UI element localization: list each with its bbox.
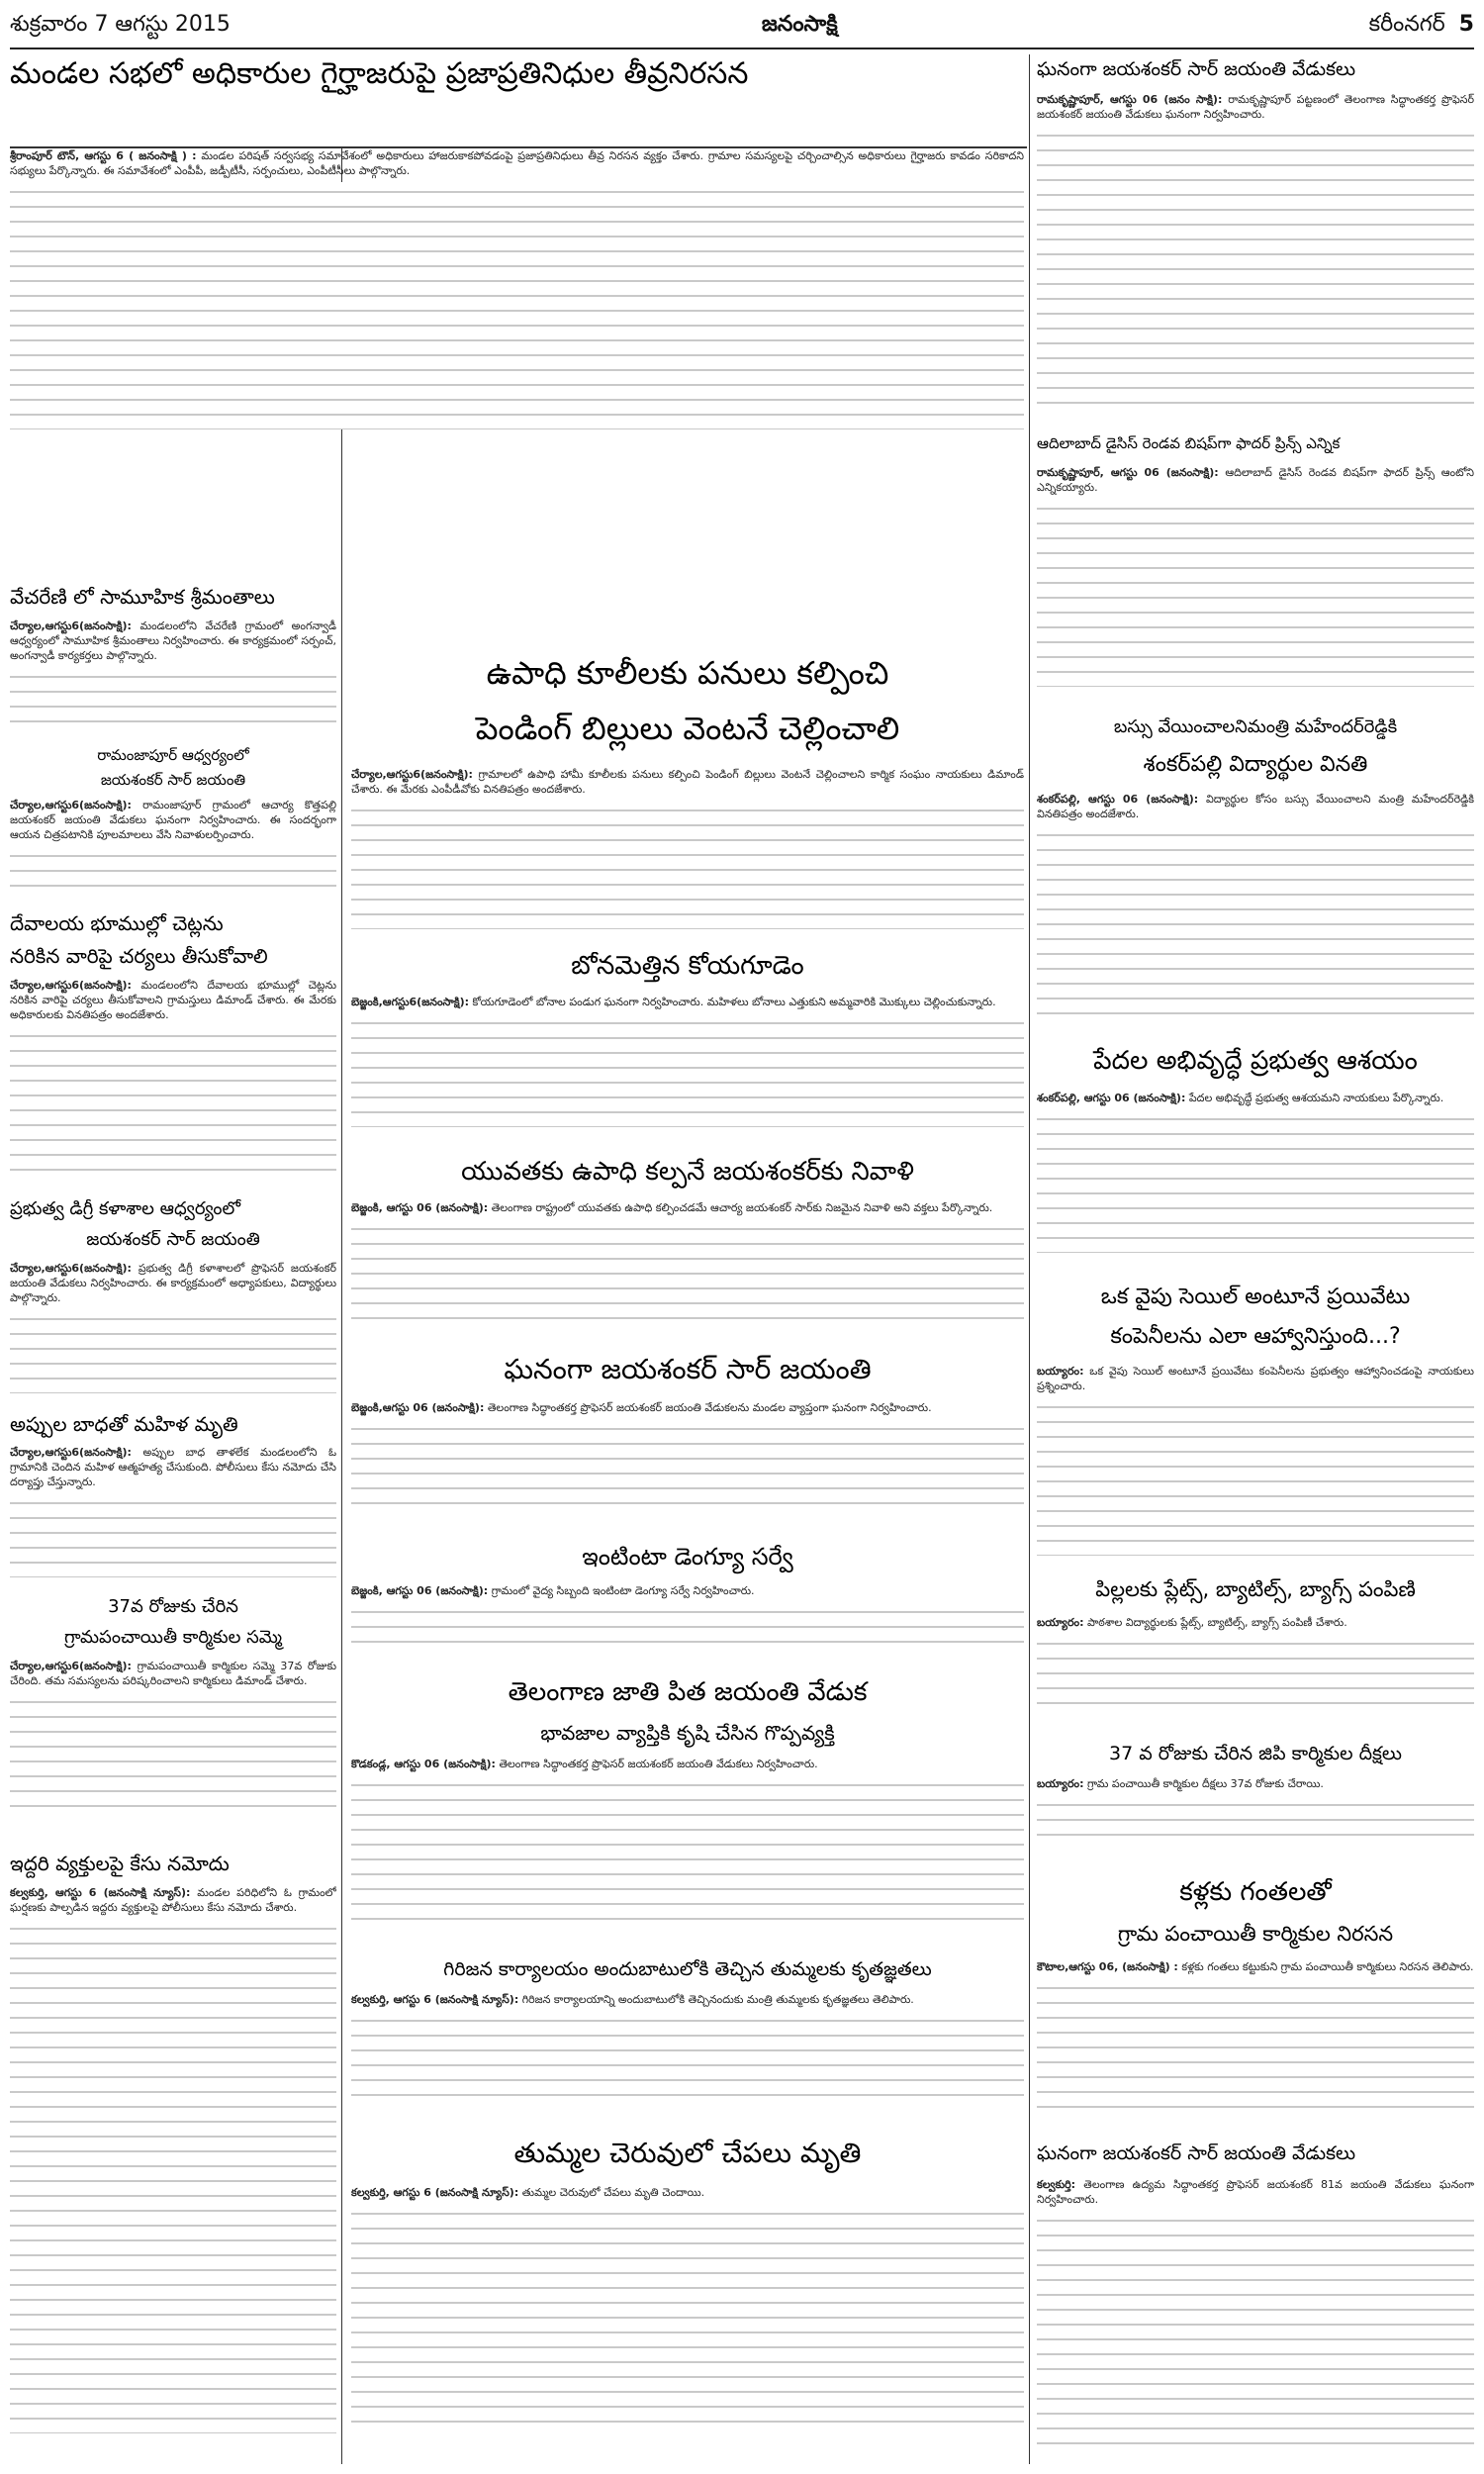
article-12-text: గ్రామంలో వైద్య సిబ్బంది ఇంటింటా డెంగ్యూ సర్వే నిర్వహించారు. xyxy=(491,1584,755,1597)
article-4-body xyxy=(10,1261,336,1409)
article-16-headline: ఘనంగా జయశంకర్ సార్ జయంతి వేడుకలు xyxy=(1037,59,1356,80)
article-15-text: తుమ్మల చెరువులో చేపలు మృతి చెందాయి. xyxy=(521,2186,705,2199)
article-17-continued-text xyxy=(1037,499,1474,687)
article-2-headline: రామంజాపూర్ ఆధ్వర్యంలో xyxy=(97,747,249,764)
article-6-subhead: గ్రామపంచాయితీ కార్మికుల సమ్మె xyxy=(63,1628,283,1648)
article-10-continued-text xyxy=(351,1219,1024,1323)
article-6-headline: 37వ రోజుకు చేరిన xyxy=(108,1597,238,1617)
article-6-text: గ్రామపంచాయితీ కార్మికుల సమ్మె 37వ రోజుకు చేరింది. తమ సమస్యలను పరిష్కరించాలని కార్మికులు డిమాండ్ చేశారు. xyxy=(10,1660,336,1687)
article-4-headline: ప్రభుత్వ డిగ్రీ కళాశాల ఆధ్వర్యంలో xyxy=(10,1199,241,1219)
article-3-body xyxy=(10,978,336,1195)
article-13-body xyxy=(351,1757,1024,1954)
article-4-subhead: జయశంకర్ సార్ జయంతి xyxy=(86,1230,260,1250)
article-13-text: తెలంగాణ సిద్ధాంతకర్త ప్రొఫెసర్ జయశంకర్ జయంతి వేడుకలు నిర్వహించారు. xyxy=(499,1758,818,1770)
article-3-continued-text xyxy=(10,1026,336,1175)
article-11-headline: ఘనంగా జయశంకర్ సార్ జయంతి xyxy=(504,1354,872,1385)
article-21-continued-text xyxy=(1037,1634,1474,1713)
article-10-headline: యువతకు ఉపాధి కల్పనే జయశంకర్‌కు నివాళి xyxy=(461,1158,914,1187)
article-17-dateline: రామకృష్ణాపూర్, ఆగస్టు 06 (జనంసాక్షి): xyxy=(1037,466,1219,479)
article-15-continued-text xyxy=(351,2204,1024,2431)
article-11-body xyxy=(351,1400,1024,1539)
article-20-continued-text xyxy=(1037,1397,1474,1556)
article-2-subhead: జయశంకర్ సార్ జయంతి xyxy=(100,772,246,789)
article-21-dateline: బయ్యారం: xyxy=(1037,1616,1084,1629)
article-12-headline: ఇంటింటా డెంగ్యూ సర్వే xyxy=(582,1544,793,1570)
article-5-text: అప్పుల బాధ తాళలేక మండలంలోని ఓ గ్రామానికి చెందిన మహిళ ఆత్మహత్య చేసుకుంది. పోలీసులు కేసు నమోదు చేసి దర్యాప్తు చేస్తున్నారు. xyxy=(10,1446,336,1488)
edition-info xyxy=(1369,12,1474,42)
article-20-headline: ఒక వైపు సెయిల్ అంటూనే ప్రయివేటు xyxy=(1100,1285,1411,1309)
article-2-body xyxy=(10,798,336,908)
article-9-body xyxy=(351,995,1024,1153)
article-4-dateline: చేర్యాల,ఆగస్టు6(జనంసాక్షి): xyxy=(10,1262,132,1275)
article-17-body xyxy=(1037,465,1474,703)
article-21-headline: పిల్లలకు ప్లేట్స్, బ్యాటిల్స్, బ్యాగ్స్ పంపిణి xyxy=(1095,1577,1416,1601)
article-5-headline: అప్పుల బాధతో మహిళ మృతి xyxy=(10,1413,238,1436)
article-7-body xyxy=(10,1885,336,2464)
article-13-dateline: కొడకండ్ల, ఆగస్టు 06 (జనంసాక్షి): xyxy=(351,1758,496,1770)
article-20-dateline: బయ్యారం: xyxy=(1037,1365,1084,1378)
article-12-continued-text xyxy=(351,1602,1024,1647)
article-2-dateline: చేర్యాల,ఆగస్టు6(జనంసాక్షి): xyxy=(10,799,132,811)
paper-logo: జనంసాక్షి xyxy=(761,12,838,37)
article-5-continued-text xyxy=(10,1493,336,1577)
article-0-body xyxy=(10,148,1024,465)
article-8-continued-text xyxy=(351,801,1024,929)
article-5-dateline: చేర్యాల,ఆగస్టు6(జనంసాక్షి): xyxy=(10,1446,132,1459)
article-3-text: మండలంలోని దేవాలయ భూముల్లో చెట్లను నరికిన వారిపై చర్యలు తీసుకోవాలని గ్రామస్తులు డిమాండ్ చేశారు. ఈ మేరకు అధికారులకు వినతిపత్రం అందజేశారు. xyxy=(10,979,336,1021)
article-9-text: కోయగూడెంలో బోనాల పండుగ ఘనంగా నిర్వహించారు. మహిళలు బోనాలు ఎత్తుకుని అమ్మవారికి మొక్కులు చెల్లించుకున్నారు. xyxy=(472,996,996,1008)
article-18-dateline: శంకర్‌పల్లి, ఆగస్టు 06 (జనంసాక్షి): xyxy=(1037,793,1199,806)
article-14-dateline: కల్వకుర్తి, ఆగస్టు 6 (జనంసాక్షి న్యూస్): xyxy=(351,1993,519,2006)
column-rule xyxy=(1029,54,1030,2464)
edition-name: కరీంనగర్ xyxy=(1368,12,1445,37)
article-3-headline: దేవాలయ భూముల్లో చెట్లను xyxy=(10,912,224,935)
article-0-headline: మండల సభలో అధికారుల గైర్హాజరుపై ప్రజాప్రతినిధుల తీవ్రనిరసన xyxy=(10,57,749,91)
article-1-text: మండలంలోని వేచరేణి గ్రామంలో అంగన్వాడీ ఆధ్వర్యంలో సామూహిక శ్రీమంతాలు నిర్వహించారు. ఈ కార్యక్రమంలో సర్పంచ్, అంగన్వాడీ కార్యకర్తలు పాల్గొన్నారు. xyxy=(10,619,336,662)
article-7-dateline: కల్వకుర్తి, ఆగస్టు 6 (జనంసాక్షి న్యూస్): xyxy=(10,1886,191,1899)
article-1-dateline: చేర్యాల,ఆగస్టు6(జనంసాక్షి): xyxy=(10,619,132,632)
article-3-dateline: చేర్యాల,ఆగస్టు6(జనంసాక్షి): xyxy=(10,979,132,992)
column-rule xyxy=(341,148,342,2464)
article-18-headline: బస్సు వేయించాలనిమంత్రి మహేందర్‌రెడ్డికి xyxy=(1113,717,1398,737)
article-23-continued-text xyxy=(1037,1978,1474,2112)
article-18-subhead: శంకర్‌పల్లి విద్యార్థుల వినతి xyxy=(1143,752,1368,777)
article-18-continued-text xyxy=(1037,825,1474,1023)
article-8-body xyxy=(351,767,1024,945)
article-23-subhead: గ్రామ పంచాయితీ కార్మికుల నిరసన xyxy=(1117,1922,1394,1946)
article-24-dateline: కల్వకుర్తి: xyxy=(1037,2178,1076,2191)
article-12-dateline: బెజ్జంకి, ఆగస్టు 06 (జనంసాక్షి): xyxy=(351,1584,489,1597)
masthead xyxy=(10,6,1474,49)
article-24-body xyxy=(1037,2177,1474,2464)
article-19-dateline: శంకర్‌పల్లి, ఆగస్టు 06 (జనంసాక్షి): xyxy=(1037,1092,1186,1104)
article-11-text: తెలంగాణ సిద్ధాంతకర్త ప్రొఫెసర్ జయశంకర్ జయంతి వేడుకలను మండల వ్యాప్తంగా ఘనంగా నిర్వహించారు. xyxy=(487,1401,932,1414)
article-20-body xyxy=(1037,1364,1474,1571)
article-20-text: ఒక వైపు సెయిల్ అంటూనే ప్రయివేటు కంపెనీలను ప్రభుత్వం ఆహ్వానించడంపై నాయకులు ప్రశ్నించారు. xyxy=(1037,1365,1474,1392)
article-22-dateline: బయ్యారం: xyxy=(1037,1777,1084,1790)
article-1-body xyxy=(10,618,336,742)
article-3-subhead: నరికిన వారిపై చర్యలు తీసుకోవాలి xyxy=(10,945,268,968)
article-19-continued-text xyxy=(1037,1109,1474,1253)
article-1-headline: వేచరేణి లో సామూహిక శ్రీమంతాలు xyxy=(10,586,275,609)
article-10-dateline: బెజ్జంకి, ఆగస్టు 06 (జనంసాక్షి): xyxy=(351,1201,489,1214)
article-8-dateline: చేర్యాల,ఆగస్టు6(జనంసాక్షి): xyxy=(351,768,473,781)
article-17-text: ఆదిలాబాద్ డైసిస్ రెండవ బిషప్‌గా ఫాదర్ ప్రిన్స్ ఆంటోని ఎన్నికయ్యారు. xyxy=(1037,466,1474,494)
page-number: 5 xyxy=(1458,12,1474,37)
article-0-continued-text xyxy=(10,182,1024,429)
article-24-headline: ఘనంగా జయశంకర్ సార్ జయంతి వేడుకలు xyxy=(1037,2143,1356,2164)
article-16-continued-text xyxy=(1037,126,1474,413)
article-19-text: పేదల అభివృద్ధే ప్రభుత్వ ఆశయమని నాయకులు పేర్కొన్నారు. xyxy=(1188,1092,1444,1104)
issue-date: శుక్రవారం 7 ఆగస్టు 2015 xyxy=(10,12,231,37)
article-6-body xyxy=(10,1659,336,1847)
article-11-continued-text xyxy=(351,1419,1024,1513)
article-14-body xyxy=(351,1992,1024,2131)
article-23-headline: కళ్లకు గంతలతో xyxy=(1179,1878,1332,1907)
article-22-continued-text xyxy=(1037,1795,1474,1845)
article-24-text: తెలంగాణ ఉద్యమ సిద్ధాంతకర్త ప్రొఫెసర్ జయశంకర్ 81వ జయంతి వేడుకలు ఘనంగా నిర్వహించారు. xyxy=(1037,2178,1474,2206)
article-18-body xyxy=(1037,792,1474,1039)
article-22-headline: 37 వ రోజుకు చేరిన జిపి కార్మికుల దీక్షలు xyxy=(1109,1744,1402,1764)
article-17-headline: ఆదిలాబాద్ డైసిస్ రెండవ బిషప్‌గా ఫాదర్ ప్రిన్స్ ఎన్నిక xyxy=(1037,435,1341,452)
article-7-continued-text xyxy=(10,1919,336,2433)
article-15-dateline: కల్వకుర్తి, ఆగస్టు 6 (జనంసాక్షి న్యూస్): xyxy=(351,2186,519,2199)
article-15-headline: తుమ్మల చెరువులో చేపలు మృతి xyxy=(513,2138,862,2169)
article-11-dateline: బెజ్జంకి,ఆగస్టు 06 (జనంసాక్షి): xyxy=(351,1401,485,1414)
article-16-text: రామకృష్ణాపూర్ పట్టణంలో తెలంగాణ సిద్ధాంతకర్త ప్రొఫెసర్ జయశంకర్ జయంతి వేడుకలు ఘనంగా నిర్వహించారు. xyxy=(1037,93,1474,121)
article-19-headline: పేదల అభివృద్ధే ప్రభుత్వ ఆశయం xyxy=(1093,1047,1418,1076)
article-8-headline: ఉపాధి కూలీలకు పనులు కల్పించి xyxy=(486,655,889,692)
article-22-text: గ్రామ పంచాయితీ కార్మికుల దీక్షలు 37వ రోజుకు చేరాయి. xyxy=(1086,1777,1324,1790)
article-9-continued-text xyxy=(351,1013,1024,1127)
article-6-dateline: చేర్యాల,ఆగస్టు6(జనంసాక్షి): xyxy=(10,1660,132,1672)
article-9-dateline: బెజ్జంకి,ఆగస్టు6(జనంసాక్షి): xyxy=(351,996,470,1008)
article-7-text: మండల పరిధిలోని ఓ గ్రామంలో ఘర్షణకు పాల్పడిన ఇద్దరు వ్యక్తులపై పోలీసులు కేసు నమోదు చేశారు. xyxy=(10,1886,336,1914)
article-14-continued-text xyxy=(351,2011,1024,2105)
article-9-headline: బోనమెత్తిన కోయగూడెం xyxy=(571,952,804,981)
article-8-subhead: పెండింగ్ బిల్లులు వెంటనే చెల్లించాలి xyxy=(475,711,900,747)
article-6-continued-text xyxy=(10,1692,336,1816)
article-24-continued-text xyxy=(1037,2211,1474,2448)
article-21-body xyxy=(1037,1615,1474,1739)
article-16-dateline: రామకృష్ణాపూర్, ఆగస్టు 06 (జనం సాక్షి): xyxy=(1037,93,1223,106)
article-13-continued-text xyxy=(351,1775,1024,1929)
article-8-text: గ్రామాలలో ఉపాధి హామీ కూలీలకు పనులు కల్పించి పెండింగ్ బిల్లులు వెంటనే చెల్లించాలని కార్మిక సంఘం నాయకులు డిమాండ్ చేశారు. ఈ మేరకు ఎంపీడీవోకు వినతిపత్రం అందజేశారు. xyxy=(351,768,1024,796)
article-21-text: పాఠశాల విద్యార్థులకు ప్లేట్స్, బ్యాటిల్స్, బ్యాగ్స్ పంపిణీ చేశారు. xyxy=(1086,1616,1347,1629)
article-22-body xyxy=(1037,1776,1474,1870)
article-10-text: తెలంగాణ రాష్ట్రంలో యువతకు ఉపాధి కల్పించడమే ఆచార్య జయశంకర్ సార్‌కు నిజమైన నివాళి అని వక్తలు పేర్కొన్నారు. xyxy=(491,1201,993,1214)
article-1-continued-text xyxy=(10,667,336,726)
article-20-subhead: కంపెనీలను ఎలా ఆహ్వానిస్తుంది...? xyxy=(1110,1324,1401,1349)
article-5-body xyxy=(10,1445,336,1593)
article-13-subhead: భావజాల వ్యాప్తికి కృషి చేసిన గొప్పవ్యక్తి xyxy=(540,1722,835,1745)
article-23-text: కళ్లకు గంతలు కట్టుకుని గ్రామ పంచాయితీ కార్మికులు నిరసన తెలిపారు. xyxy=(1181,1960,1474,1973)
article-14-text: గిరిజన కార్యాలయాన్ని అందుబాటులోకి తెచ్చినందుకు మంత్రి తుమ్మలకు కృతజ్ఞతలు తెలిపారు. xyxy=(521,1993,914,2006)
article-18-text: విద్యార్థుల కోసం బస్సు వేయించాలని మంత్రి మహేందర్‌రెడ్డికి వినతిపత్రం అందజేశారు. xyxy=(1037,793,1474,820)
article-23-body xyxy=(1037,1959,1474,2138)
article-16-body xyxy=(1037,92,1474,428)
article-12-body xyxy=(351,1583,1024,1672)
article-19-body xyxy=(1037,1091,1474,1279)
article-0-text: మండల పరిషత్ సర్వసభ్య సమావేశంలో అధికారులు హాజరుకాకపోవడంపై ప్రజాప్రతినిధులు తీవ్ర నిరసన వ్యక్తం చేశారు. గ్రామాల సమస్యలపై చర్చించాల్సిన అధికారులు గైర్హాజరు కావడం సరికాదని సభ్యులు పేర్కొన్నారు. ఈ సమావేశంలో ఎంపీపీ, జడ్పీటీసీ, సర్పంచులు, ఎంపీటీసీలు పాల్గొన్నారు. xyxy=(10,149,1024,177)
article-2-text: రామంజాపూర్ గ్రామంలో ఆచార్య కొత్తపల్లి జయశంకర్ జయంతి వేడుకలు ఘనంగా నిర్వహించారు. ఈ సందర్భంగా ఆయన చిత్రపటానికి పూలమాలలు వేసి నివాళులర్పించారు. xyxy=(10,799,336,841)
article-15-body xyxy=(351,2185,1024,2464)
article-7-headline: ఇద్దరి వ్యక్తులపై కేసు నమోదు xyxy=(10,1853,230,1875)
article-2-continued-text xyxy=(10,846,336,896)
article-23-dateline: కౌటాల,ఆగస్టు 06, (జనంసాక్షి) : xyxy=(1037,1960,1178,1973)
article-4-continued-text xyxy=(10,1309,336,1393)
article-4-text: ప్రభుత్వ డిగ్రీ కళాశాలలో ప్రొఫెసర్ జయశంకర్ జయంతి వేడుకలు నిర్వహించారు. ఈ కార్యక్రమంలో అధ్యాపకులు, విద్యార్థులు పాల్గొన్నారు. xyxy=(10,1262,336,1304)
article-0-dateline: శ్రీరాంపూర్ టౌన్, ఆగస్టు 6 ( జనంసాక్షి ) : xyxy=(10,149,197,162)
article-13-headline: తెలంగాణ జాతి పిత జయంతి వేడుక xyxy=(508,1678,868,1707)
article-14-headline: గిరిజన కార్యాలయం అందుబాటులోకి తెచ్చిన తుమ్మలకు కృతజ్ఞతలు xyxy=(443,1959,932,1980)
article-10-body xyxy=(351,1200,1024,1349)
